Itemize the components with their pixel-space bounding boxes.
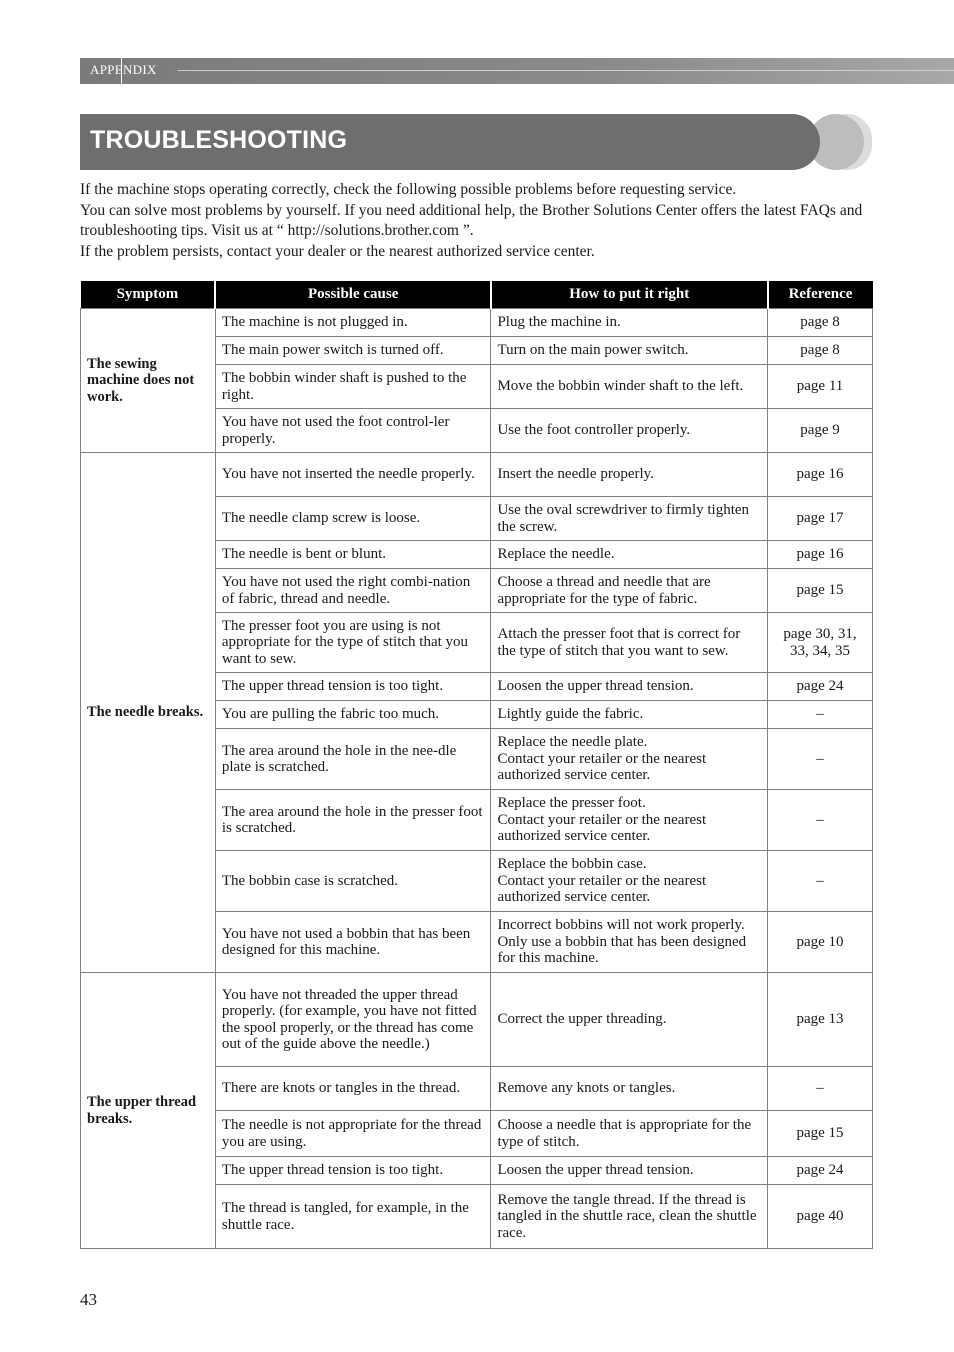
cause-cell: You have not inserted the needle properly.	[215, 453, 491, 497]
reference-cell: –	[768, 851, 873, 912]
header-possible-cause: Possible cause	[215, 281, 491, 309]
reference-cell: page 24	[768, 1157, 873, 1185]
reference-cell: page 16	[768, 453, 873, 497]
header-reference: Reference	[768, 281, 873, 309]
section-label: APPENDIX	[90, 62, 157, 77]
cause-cell: You are pulling the fabric too much.	[215, 701, 491, 729]
header-symptom: Symptom	[81, 281, 216, 309]
reference-cell: page 24	[768, 673, 873, 701]
cause-cell: The upper thread tension is too tight.	[215, 1157, 491, 1185]
page-number: 43	[80, 1290, 97, 1309]
reference-cell: page 10	[768, 912, 873, 973]
fix-cell: Turn on the main power switch.	[491, 337, 768, 365]
cause-cell: You have not used the right combi-nation of fabric, thread and needle.	[215, 569, 491, 613]
table-row	[81, 453, 873, 497]
cause-cell: You have not threaded the upper thread properly. (for example, you have not fitted the spool properly, or the thread has come out of the guide above the needle.)	[215, 973, 491, 1067]
header-how-to-fix: How to put it right	[491, 281, 768, 309]
reference-cell: –	[768, 729, 873, 790]
cause-cell: The main power switch is turned off.	[215, 337, 491, 365]
cause-cell: The needle is bent or blunt.	[215, 541, 491, 569]
reference-cell: page 11	[768, 365, 873, 409]
cause-cell: The area around the hole in the nee-dle plate is scratched.	[215, 729, 491, 790]
intro-paragraph: If the machine stops operating correctly, check the following possible problems before requesting service.	[80, 181, 737, 198]
table-header-row	[81, 281, 873, 309]
fix-cell: Loosen the upper thread tension.	[491, 673, 768, 701]
reference-cell: page 40	[768, 1185, 873, 1249]
fix-cell: Insert the needle properly.	[491, 453, 768, 497]
fix-cell: Choose a needle that is appropriate for the type of stitch.	[491, 1111, 768, 1157]
cause-cell: The area around the hole in the presser foot is scratched.	[215, 790, 491, 851]
troubleshooting-table	[80, 281, 873, 1249]
intro-paragraph: You can solve most problems by yourself. If you need additional help, the Brother Solutions Center offers the latest FAQs and troubleshooting tips. Visit us at “ http://solutions.brother.com ”.	[80, 201, 863, 240]
fix-cell: Choose a thread and needle that are appropriate for the type of fabric.	[491, 569, 768, 613]
fix-cell: Correct the upper threading.	[491, 973, 768, 1067]
fix-cell: Replace the needle.	[491, 541, 768, 569]
cause-cell: The bobbin case is scratched.	[215, 851, 491, 912]
cause-cell: The needle clamp screw is loose.	[215, 497, 491, 541]
page-title: TROUBLESHOOTING	[90, 126, 348, 154]
reference-cell: page 17	[768, 497, 873, 541]
reference-cell: –	[768, 1067, 873, 1111]
reference-cell: page 8	[768, 309, 873, 337]
reference-cell: page 8	[768, 337, 873, 365]
fix-cell: Plug the machine in.	[491, 309, 768, 337]
fix-cell: Remove any knots or tangles.	[491, 1067, 768, 1111]
cause-cell: You have not used a bobbin that has been designed for this machine.	[215, 912, 491, 973]
fix-cell: Replace the bobbin case. Contact your retailer or the nearest authorized service center.	[491, 851, 768, 912]
header-rule	[178, 70, 954, 71]
cause-cell: The presser foot you are using is not appropriate for the type of stitch that you want to sew.	[215, 613, 491, 673]
reference-cell: –	[768, 790, 873, 851]
cause-cell: The thread is tangled, for example, in the shuttle race.	[215, 1185, 491, 1249]
intro-text	[80, 180, 880, 262]
fix-cell: Replace the presser foot. Contact your retailer or the nearest authorized service center.	[491, 790, 768, 851]
fix-cell: Use the foot controller properly.	[491, 409, 768, 453]
fix-cell: Loosen the upper thread tension.	[491, 1157, 768, 1185]
fix-cell: Use the oval screwdriver to firmly tighten the screw.	[491, 497, 768, 541]
reference-cell: page 13	[768, 973, 873, 1067]
reference-cell: page 15	[768, 569, 873, 613]
fix-cell: Attach the presser foot that is correct for the type of stitch that you want to sew.	[491, 613, 768, 673]
cause-cell: The bobbin winder shaft is pushed to the right.	[215, 365, 491, 409]
reference-cell: –	[768, 701, 873, 729]
header-bar	[80, 58, 954, 84]
symptom-cell: The needle breaks.	[81, 453, 216, 973]
cause-cell: There are knots or tangles in the thread.	[215, 1067, 491, 1111]
table-row	[81, 973, 873, 1067]
cause-cell: The needle is not appropriate for the thread you are using.	[215, 1111, 491, 1157]
symptom-cell: The upper thread breaks.	[81, 973, 216, 1249]
cause-cell: The upper thread tension is too tight.	[215, 673, 491, 701]
table-row	[81, 309, 873, 337]
fix-cell: Replace the needle plate. Contact your retailer or the nearest authorized service center.	[491, 729, 768, 790]
reference-cell: page 15	[768, 1111, 873, 1157]
symptom-cell: The sewing machine does not work.	[81, 309, 216, 453]
cause-cell: You have not used the foot control-ler properly.	[215, 409, 491, 453]
fix-cell: Remove the tangle thread. If the thread is tangled in the shuttle race, clean the shuttle race.	[491, 1185, 768, 1249]
fix-cell: Incorrect bobbins will not work properly. Only use a bobbin that has been designed for this machine.	[491, 912, 768, 973]
reference-cell: page 9	[768, 409, 873, 453]
fix-cell: Lightly guide the fabric.	[491, 701, 768, 729]
fix-cell: Move the bobbin winder shaft to the left.	[491, 365, 768, 409]
intro-paragraph: If the problem persists, contact your dealer or the nearest authorized service center.	[80, 242, 595, 260]
cause-cell: The machine is not plugged in.	[215, 309, 491, 337]
reference-cell: page 16	[768, 541, 873, 569]
reference-cell: page 30, 31, 33, 34, 35	[768, 613, 873, 673]
